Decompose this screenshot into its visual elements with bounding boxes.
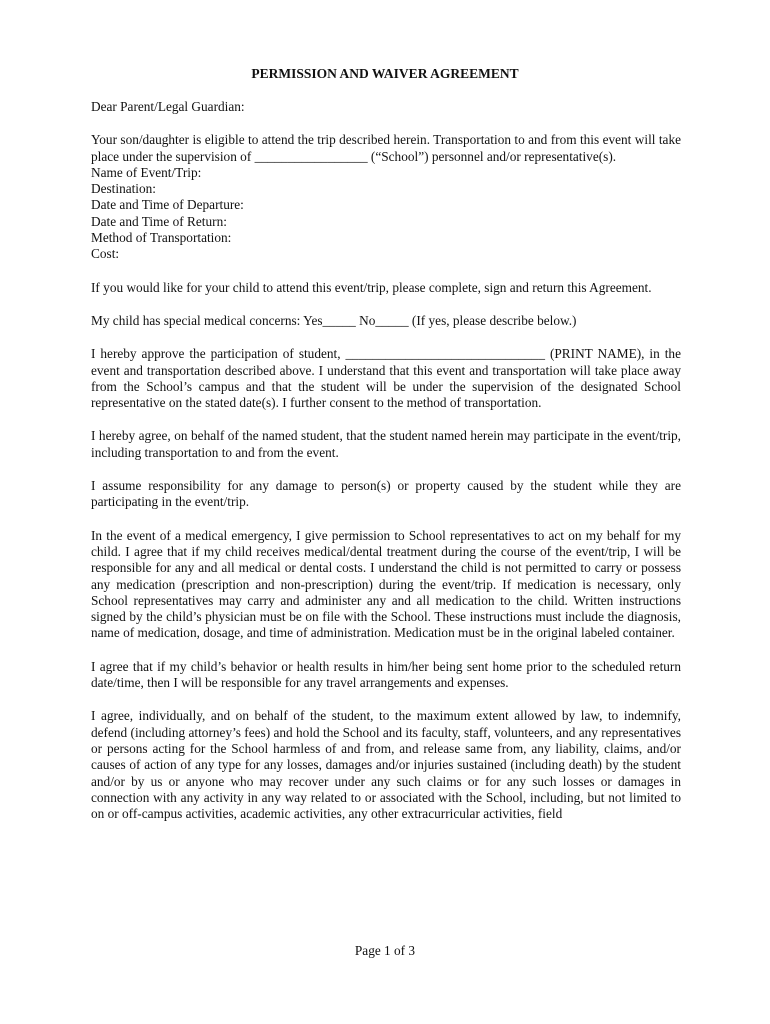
- agree-behalf-paragraph: I hereby agree, on behalf of the named student, that the student named herein may participate in the event/trip, including transportation to and from the event.: [91, 428, 681, 460]
- salutation: Dear Parent/Legal Guardian:: [91, 99, 245, 114]
- field-cost: Cost:: [91, 246, 120, 262]
- responsibility-paragraph: I assume responsibility for any damage to person(s) or property caused by the student while they are participating in the event/trip.: [91, 478, 681, 510]
- field-return: Date and Time of Return:: [91, 213, 227, 229]
- document-title: PERMISSION AND WAIVER AGREEMENT: [251, 66, 519, 81]
- medical-emergency-paragraph: In the event of a medical emergency, I give permission to School representatives to act on my behalf for my child. I agree that if my child receives medical/dental treatment during the course of the event/trip, I will be responsible for any and all medical or dental costs. I understand the child is not permitted to carry or possess any medication (prescription and non-prescription) during the event/trip. If medication is necessary, only School representatives may carry and administer any and all medication to the child. Written instructions signed by the child’s physician must be on file with the School. These instructions must include the diagnosis, name of medication, dosage, and time of administration. Medication must be in the original labeled container.: [91, 527, 681, 641]
- field-event-name: Name of Event/Trip:: [91, 164, 202, 180]
- attend-paragraph: If you would like for your child to attend this event/trip, please complete, sign and return this Agreement.: [91, 279, 652, 295]
- field-destination: Destination:: [91, 181, 156, 197]
- behavior-paragraph: I agree that if my child’s behavior or health results in him/her being sent home prior to the scheduled return date/time, then I will be responsible for any travel arrangements and expenses.: [91, 658, 681, 691]
- field-departure: Date and Time of Departure:: [91, 197, 244, 213]
- field-transportation: Method of Transportation:: [91, 230, 232, 246]
- intro-paragraph: Your son/daughter is eligible to attend the trip described herein. Transportation to and from this event will take place under the supervision of _________________ (“School”) personnel and/or representative(s).: [91, 132, 681, 164]
- indemnify-paragraph: I agree, individually, and on behalf of the student, to the maximum extent allowed by law, to indemnify, defend (including attorney’s fees) and hold the School and its faculty, staff, volunteers, and any representatives or persons acting for the School harmless of and from, and release same from, any liability, claims, and/or causes of action of any type for any losses, damages and/or injuries sustained (including death) by the student and/or by us or anyone who may recover under any such claims or for any such losses or damages in connection with any activity in any way related to or associated with the School, including, but not limited to on or off-campus activities, academic activities, any other extracurricular activities, field: [91, 708, 681, 822]
- approve-paragraph: I hereby approve the participation of student, ______________________________ (PRINT NAME), in the event and transportation described above. I understand that this event and transportation will take place away from the School’s campus and that the student will be under the supervision of the designated School representative on the stated date(s). I further consent to the method of transportation.: [91, 346, 681, 411]
- medical-concerns-paragraph: My child has special medical concerns: Yes_____ No_____ (If yes, please describe below.): [91, 312, 577, 328]
- document-body: [91, 99, 681, 822]
- page-number: Page 1 of 3: [354, 943, 416, 958]
